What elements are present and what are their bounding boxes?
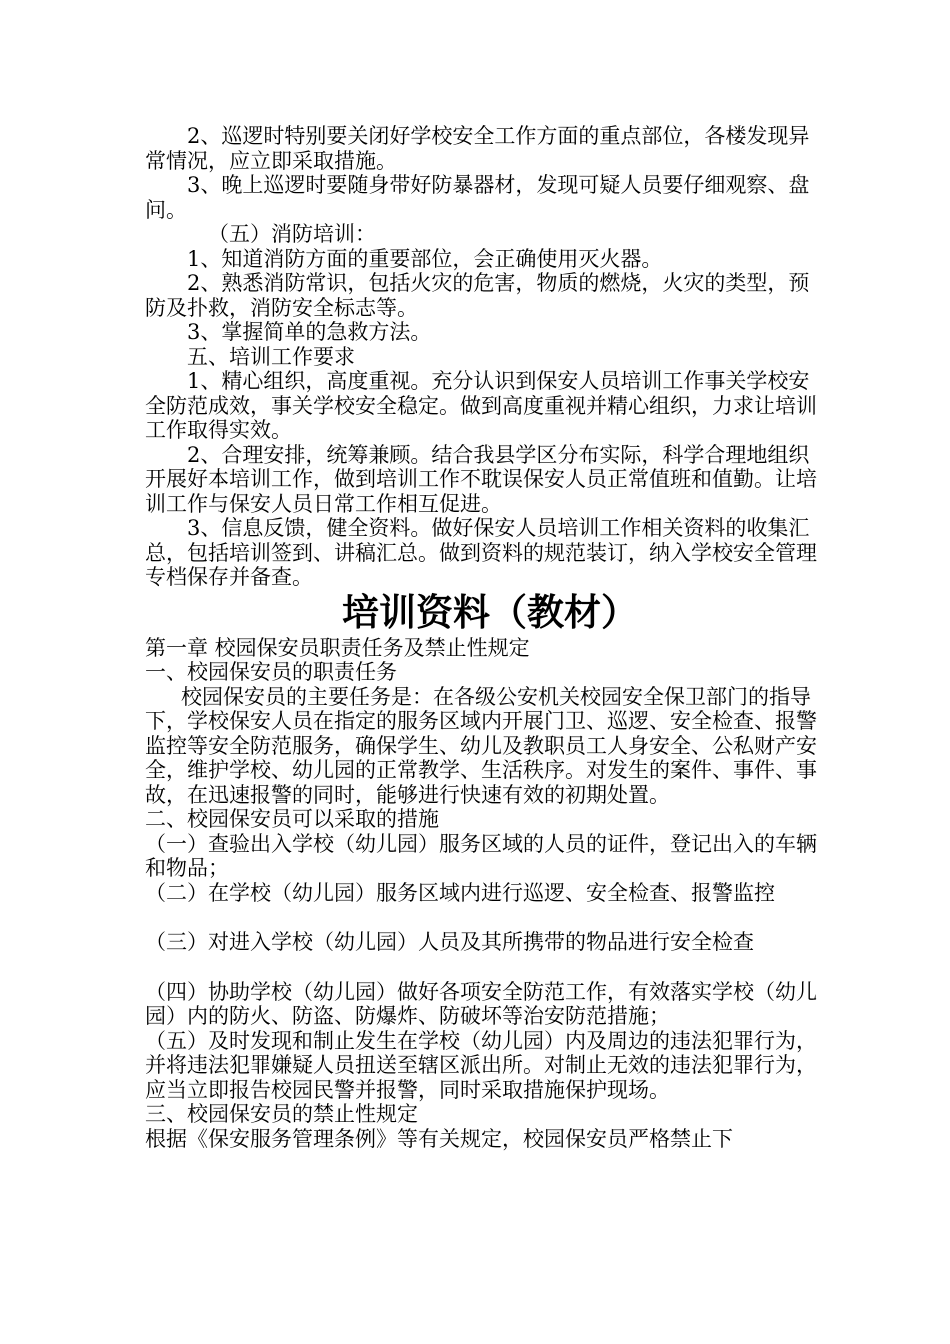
measure-5: （五）及时发现和制止发生在学校（幼儿园）内及周边的违法犯罪行为，并将违法犯罪嫌疑人员扭送至辖区派出所。对制止无效的违法犯罪行为，应当立即报告校园民警并报警，同时采取措施保护现场。 <box>145 1028 817 1102</box>
heading-fire-training: （五）消防培训： <box>208 222 376 246</box>
blank-line <box>145 955 825 980</box>
paragraph-requirement-2: 2、合理安排，统筹兼顾。结合我县学区分布实际，科学合理地组织开展好本培训工作，做到培训工作不耽误保安人员正常值班和值勤。让培训工作与保安人员日常工作相互促进。 <box>145 442 817 516</box>
paragraph-patrol-key-areas: 2、巡逻时特别要关闭好学校安全工作方面的重点部位，各楼发现异常情况，应立即采取措施。 <box>145 124 810 173</box>
paragraph-fire-key-areas: 1、知道消防方面的重要部位，会正确使用灭火器。 <box>187 246 663 271</box>
chapter-heading: 第一章 校园保安员职责任务及禁止性规定 <box>145 635 530 660</box>
measure-3: （三）对进入学校（幼儿园）人员及其所携带的物品进行安全检查 <box>145 930 754 954</box>
paragraph-fire-knowledge: 2、熟悉消防常识，包括火灾的危害，物质的燃烧，火灾的类型，预防及扑救，消防安全标志等。 <box>145 271 810 320</box>
paragraph-night-patrol: 3、晚上巡逻时要随身带好防暴器材，发现可疑人员要仔细观察、盘问。 <box>145 173 810 222</box>
document-page <box>145 124 825 1151</box>
heading-prohibitions: 三、校园保安员的禁止性规定 <box>145 1102 418 1126</box>
blank-line <box>145 905 825 930</box>
paragraph-first-aid: 3、掌握简单的急救方法。 <box>187 320 432 344</box>
measure-2: （二）在学校（幼儿园）服务区域内进行巡逻、安全检查、报警监控 <box>145 880 775 905</box>
paragraph-requirement-3: 3、信息反馈，健全资料。做好保安人员培训工作相关资料的收集汇总，包括培训签到、讲稿汇总。做到资料的规范装订，纳入学校安全管理专档保存并备查。 <box>145 516 817 589</box>
paragraph-duties: 校园保安员的主要任务是：在各级公安机关校园安全保卫部门的指导下，学校保安人员在指定的服务区域内开展门卫、巡逻、安全检查、报警监控等安全防范服务，确保学生、幼儿及教职员工人身安全、公私财产安全，维护学校、幼儿园的正常教学、生活秩序。对发生的案件、事件、事故，在迅速报警的同时，能够进行快速有效的初期处置。 <box>145 684 817 807</box>
heading-measures: 二、校园保安员可以采取的措施 <box>145 807 439 831</box>
measure-4: （四）协助学校（幼儿园）做好各项安全防范工作，有效落实学校（幼儿园）内的防火、防盗、防爆炸、防破坏等治安防范措施； <box>145 979 817 1028</box>
page-title: 培训资料（教材） <box>342 590 638 634</box>
heading-duties: 一、校园保安员的职责任务 <box>145 660 397 684</box>
paragraph-prohibitions: 根据《保安服务管理条例》等有关规定，校园保安员严格禁止下 <box>145 1126 733 1151</box>
measure-1: （一）查验出入学校（幼儿园）服务区域的人员的证件，登记出入的车辆和物品； <box>145 831 817 880</box>
paragraph-requirement-1: 1、精心组织，高度重视。充分认识到保安人员培训工作事关学校安全防范成效，事关学校安全稳定。做到高度重视并精心组织，力求让培训工作取得实效。 <box>145 369 817 442</box>
heading-training-requirements: 五、培训工作要求 <box>187 344 355 369</box>
